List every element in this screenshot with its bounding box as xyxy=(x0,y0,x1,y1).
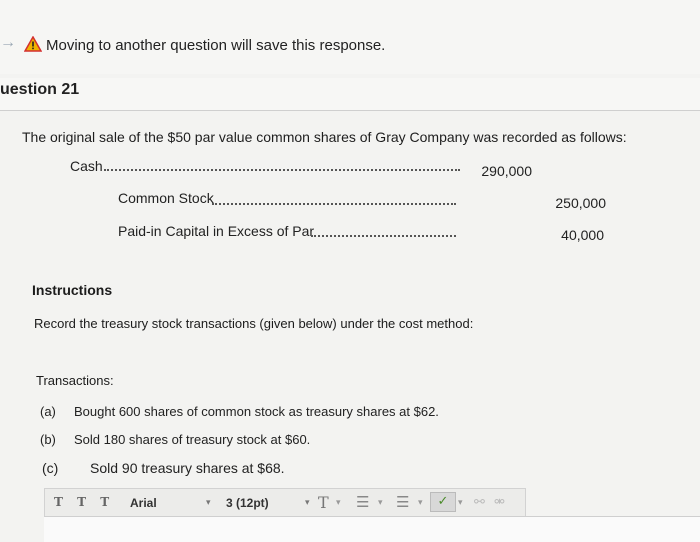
text-style-icons[interactable]: T T T xyxy=(54,495,115,509)
journal-credit1-label: Common Stock xyxy=(118,190,214,206)
transaction-letter: (c) xyxy=(42,460,59,476)
bullet-list-icon[interactable]: ☰ xyxy=(356,494,370,511)
journal-credit2-amount: 40,000 xyxy=(561,227,604,243)
leader-dots xyxy=(212,203,456,205)
chevron-down-icon[interactable]: ▾ xyxy=(206,497,211,507)
unlink-icon[interactable]: ⚮ xyxy=(494,494,505,509)
font-size-select[interactable]: 3 (12pt) xyxy=(226,496,269,510)
transaction-text: Bought 600 shares of common stock as treasury shares at $62. xyxy=(74,404,439,419)
chevron-down-icon[interactable]: ▾ xyxy=(418,497,423,507)
transaction-letter: (b) xyxy=(40,432,56,447)
leader-dots xyxy=(104,169,460,171)
chevron-down-icon[interactable]: ▾ xyxy=(305,497,310,507)
journal-debit-amount: 290,000 xyxy=(481,163,532,179)
transaction-text: Sold 180 shares of treasury stock at $60. xyxy=(74,432,311,447)
instructions-text: Record the treasury stock transactions (given below) under the cost method: xyxy=(34,316,474,331)
leader-dots xyxy=(311,235,456,237)
link-icon[interactable]: ⚯ xyxy=(474,494,485,509)
transactions-heading: Transactions: xyxy=(36,373,114,388)
chevron-down-icon[interactable]: ▾ xyxy=(378,497,383,507)
journal-credit1-amount: 250,000 xyxy=(555,195,606,211)
journal-credit2-label: Paid-in Capital in Excess of Par xyxy=(118,223,315,239)
instructions-heading: Instructions xyxy=(32,282,113,298)
chevron-down-icon[interactable]: ▾ xyxy=(336,497,341,507)
arrow-right-icon: → xyxy=(0,34,16,51)
question-title: uestion 21 xyxy=(0,81,80,98)
save-notice: Moving to another question will save this response. xyxy=(46,37,386,54)
warning-icon xyxy=(24,36,42,52)
chevron-down-icon[interactable]: ▾ xyxy=(458,497,463,507)
journal-debit-label: Cash xyxy=(70,158,103,174)
question-prompt: The original sale of the $50 par value common shares of Gray Company was recorded as follows: xyxy=(22,129,627,145)
transaction-letter: (a) xyxy=(40,404,56,419)
answer-text-area[interactable] xyxy=(44,516,700,542)
numbered-list-icon[interactable]: ☰ xyxy=(396,494,410,511)
text-color-icon[interactable]: T xyxy=(318,493,329,512)
font-family-select[interactable]: Arial xyxy=(130,496,157,510)
question-header xyxy=(0,78,700,111)
spellcheck-icon[interactable]: ✓ xyxy=(430,492,456,512)
transaction-text: Sold 90 treasury shares at $68. xyxy=(90,460,285,476)
